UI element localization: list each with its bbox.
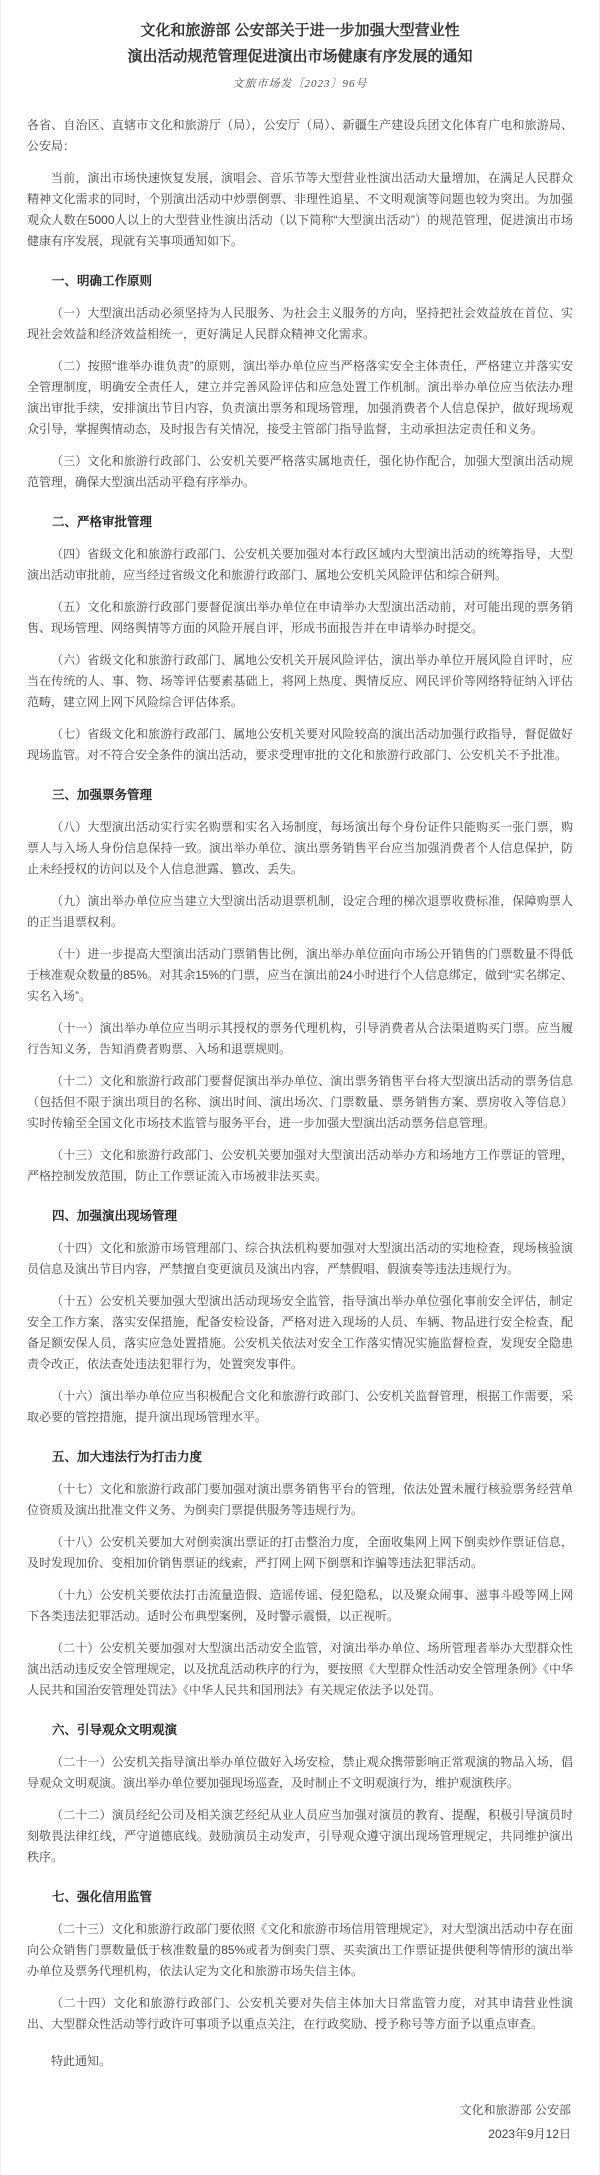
sections xyxy=(27,271,573,2035)
section-paragraph: （十五）公安机关要加强大型演出活动现场安全监管，指导演出举办单位强化事前安全评估，制定安全工作方案，落实安保措施，配备安检设备，严格对进入现场的人员、车辆、物品进行安全检查，配备足额安保人员，落实应急处置措施。公安机关依法对安全工作落实情况实施监督检查，发现安全隐患责令改正，依法查处违法犯罪行为，处置突发事件。 xyxy=(27,1294,573,1371)
section-paragraph: （二十三）文化和旅游行政部门要依照《文化和旅游市场信用管理规定》，对大型演出活动中存在面向公众销售门票数量低于核准数量的85%或者为倒卖门票、买卖演出工作票证提供便利等情形的演出举办单位及票务代理机构，依法认定为文化和旅游市场失信主体。 xyxy=(27,1922,574,1978)
section-paragraph: （五）文化和旅游行政部门要督促演出举办单位在申请举办大型演出活动前，对可能出现的票务销售、现场管理、网络舆情等方面的风险开展自评，形成书面报告并在申请举办时提交。 xyxy=(27,600,573,635)
section-paragraph: （二十二）演员经纪公司及相关演艺经纪从业人员应当加强对演员的教育、提醒，积极引导演员时刻敬畏法律红线，严守道德底线。鼓励演员主动发声，引导观众遵守演出现场管理规定，共同维护演出秩序。 xyxy=(27,1808,573,1864)
section-paragraph: （一）大型演出活动必须坚持为人民服务、为社会主义服务的方向，坚持把社会效益放在首位、实现社会效益和经济效益相统一，更好满足人民群众精神文化需求。 xyxy=(27,306,573,341)
section-paragraph: （十七）文化和旅游行政部门要加强对演出票务销售平台的管理，依法处置未履行核验票务经营单位资质及演出批准文件义务、为倒卖门票提供服务等违规行为。 xyxy=(27,1482,573,1517)
section-paragraph: （十）进一步提高大型演出活动门票销售比例，演出举办单位面向市场公开销售的门票数量不得低于核准观众数量的85%。对其余15%的门票，应当在演出前24小时进行个人信息绑定，做到“实名绑定、实名入场”。 xyxy=(27,947,573,1003)
section-paragraph: （二十）公安机关要加强对大型演出活动安全监管，对演出举办单位、场所管理者举办大型群众性演出活动违反安全管理规定，以及扰乱活动秩序的行为，要按照《大型群众性活动安全管理条例》《中华人民共和国治安管理处罚法》《中华人民共和国刑法》有关规定依法予以处罚。 xyxy=(27,1641,574,1697)
section-paragraph: （八）大型演出活动实行实名购票和实名入场制度，每场演出每个身份证件只能购买一张门票，购票人与入场人身份信息保持一致。演出举办单位、演出票务销售平台应当加强消费者个人信息保护，防止未经授权的访问以及个人信息泄露、篡改、丢失。 xyxy=(27,820,573,876)
section-paragraph: （二十一）公安机关指导演出举办单位做好入场安检，禁止观众携带影响正常观演的物品入场，倡导观众文明观演。演出举办单位要加强现场巡查，及时制止不文明观演行为，维护观演秩序。 xyxy=(27,1755,573,1790)
section-heading: 四、加强演出现场管理 xyxy=(52,1209,178,1223)
section-paragraph: （三）文化和旅游行政部门、公安机关要严格落实属地责任，强化协作配合，加强大型演出活动规范管理，确保大型演出活动平稳有序举办。 xyxy=(27,454,573,489)
section-heading: 二、严格审批管理 xyxy=(52,515,153,529)
section-heading: 六、引导观众文明观演 xyxy=(52,1723,178,1737)
section-paragraph: （七）省级文化和旅游行政部门、属地公安机关要对风险较高的演出活动加强行政指导，督促做好现场监管。对不符合安全条件的演出活动，要求受理审批的文化和旅游行政部门、公安机关不予批准。 xyxy=(27,727,573,762)
document-number: 文旅市场发〔2023〕96号 xyxy=(232,78,368,90)
intro-paragraph: 当前，演出市场快速恢复发展，演唱会、音乐节等大型营业性演出活动大量增加，在满足人民群众精神文化需求的同时，个别演出活动中炒票倒票、非理性追星、不文明观演等问题也较为突出。为加强观众人数在5000人以上的大型营业性演出活动（以下简称“大型演出活动”）的规范管理，促进演出市场健康有序发展，现就有关事项通知如下。 xyxy=(27,171,573,248)
section-paragraph: （十二）文化和旅游行政部门要督促演出举办单位、演出票务销售平台将大型演出活动的票务信息（包括但不限于演出项目的名称、演出时间、演出场次、门票数量、票务销售方案、票房收入等信息）实时传输至全国文化市场技术监管与服务平台，进一步加强大型演出活动票务信息管理。 xyxy=(27,1074,573,1130)
closing-line: 特此通知。 xyxy=(51,2054,112,2068)
document-title-line2: 演出活动规范管理促进演出市场健康有序发展的通知 xyxy=(127,48,473,65)
signature-line: 文化和旅游部 公安部 xyxy=(459,2103,571,2117)
section-paragraph: （九）演出举办单位应当建立大型演出活动退票机制，设定合理的梯次退票收费标准，保障购票人的正当退票权利。 xyxy=(27,894,573,929)
section-paragraph: （二十四）文化和旅游行政部门、公安机关要对失信主体加大日常监管力度，对其申请营业性演出、大型群众性活动等行政许可事项予以重点关注，在行政奖励、授予称号等方面予以重点审查。 xyxy=(27,1996,573,2031)
section-paragraph: （十九）公安机关要依法打击流量造假、造谣传谣、侵犯隐私，以及聚众闹事、滋事斗殴等网上网下各类违法犯罪活动。适时公布典型案例，及时警示震慑，以正视听。 xyxy=(27,1588,573,1623)
section-paragraph: （二）按照“谁举办谁负责”的原则，演出举办单位应当严格落实安全主体责任，严格建立并落实安全管理制度，明确安全责任人，建立并完善风险评估和应急处置工作机制。演出举办单位应当依法办理演出审批手续，安排演出节目内容，负责演出票务和现场管理，加强消费者个人信息保护，做好现场观众引导，掌握舆情动态，及时报告有关情况，接受主管部门指导监督，主动承担法定责任和义务。 xyxy=(27,359,573,436)
document-title xyxy=(57,18,543,70)
section-heading: 七、强化信用监管 xyxy=(52,1890,153,1904)
section-heading: 三、加强票务管理 xyxy=(52,788,153,802)
section-paragraph: （十三）文化和旅游行政部门、公安机关要加强对大型演出活动举办方和场地方工作票证的管理，严格控制发放范围，防止工作票证流入市场被非法买卖。 xyxy=(27,1148,573,1183)
section-paragraph: （十六）演出举办单位应当积极配合文化和旅游行政部门、公安机关监督管理，根据工作需要，采取必要的管控措施，提升演出现场管理水平。 xyxy=(27,1389,573,1424)
addressee-line: 各省、自治区、直辖市文化和旅游厅（局），公安厅（局）、新疆生产建设兵团文化体育广电和旅游局、公安局： xyxy=(27,118,573,153)
document-title-line1: 文化和旅游部 公安部关于进一步加强大型营业性 xyxy=(140,22,460,39)
section-paragraph: （十八）公安机关要加大对倒卖演出票证的打击整治力度，全面收集网上网下倒卖炒作票证信息，及时发现加价、变相加价销售票证的线索，严打网上网下倒票和诈骗等违法犯罪活动。 xyxy=(27,1535,573,1570)
section-heading: 一、明确工作原则 xyxy=(52,274,153,288)
section-paragraph: （六）省级文化和旅游行政部门、属地公安机关开展风险评估，演出举办单位开展风险自评时，应当在传统的人、事、物、场等评估要素基础上，将网上热度、舆情反应、网民评价等网络特征纳入评估范畴，建立网上网下风险综合评估体系。 xyxy=(27,653,573,709)
section-paragraph: （十四）文化和旅游市场管理部门、综合执法机构要加强对大型演出活动的实地检查，现场核验演员信息及演出节目内容，严禁擅自变更演员及演出内容，严禁假唱、假演奏等违法违规行为。 xyxy=(27,1241,573,1276)
section-heading: 五、加大违法行为打击力度 xyxy=(52,1450,203,1464)
signature-date: 2023年9月12日 xyxy=(488,2127,571,2141)
section-paragraph: （四）省级文化和旅游行政部门、公安机关要加强对本行政区域内大型演出活动的统筹指导，大型演出活动审批前，应当经过省级文化和旅游行政部门、属地公安机关风险评估和综合研判。 xyxy=(27,547,573,582)
section-paragraph: （十一）演出举办单位应当明示其授权的票务代理机构，引导消费者从合法渠道购买门票。应当履行告知义务，告知消费者购票、入场和退票规则。 xyxy=(27,1021,573,1056)
